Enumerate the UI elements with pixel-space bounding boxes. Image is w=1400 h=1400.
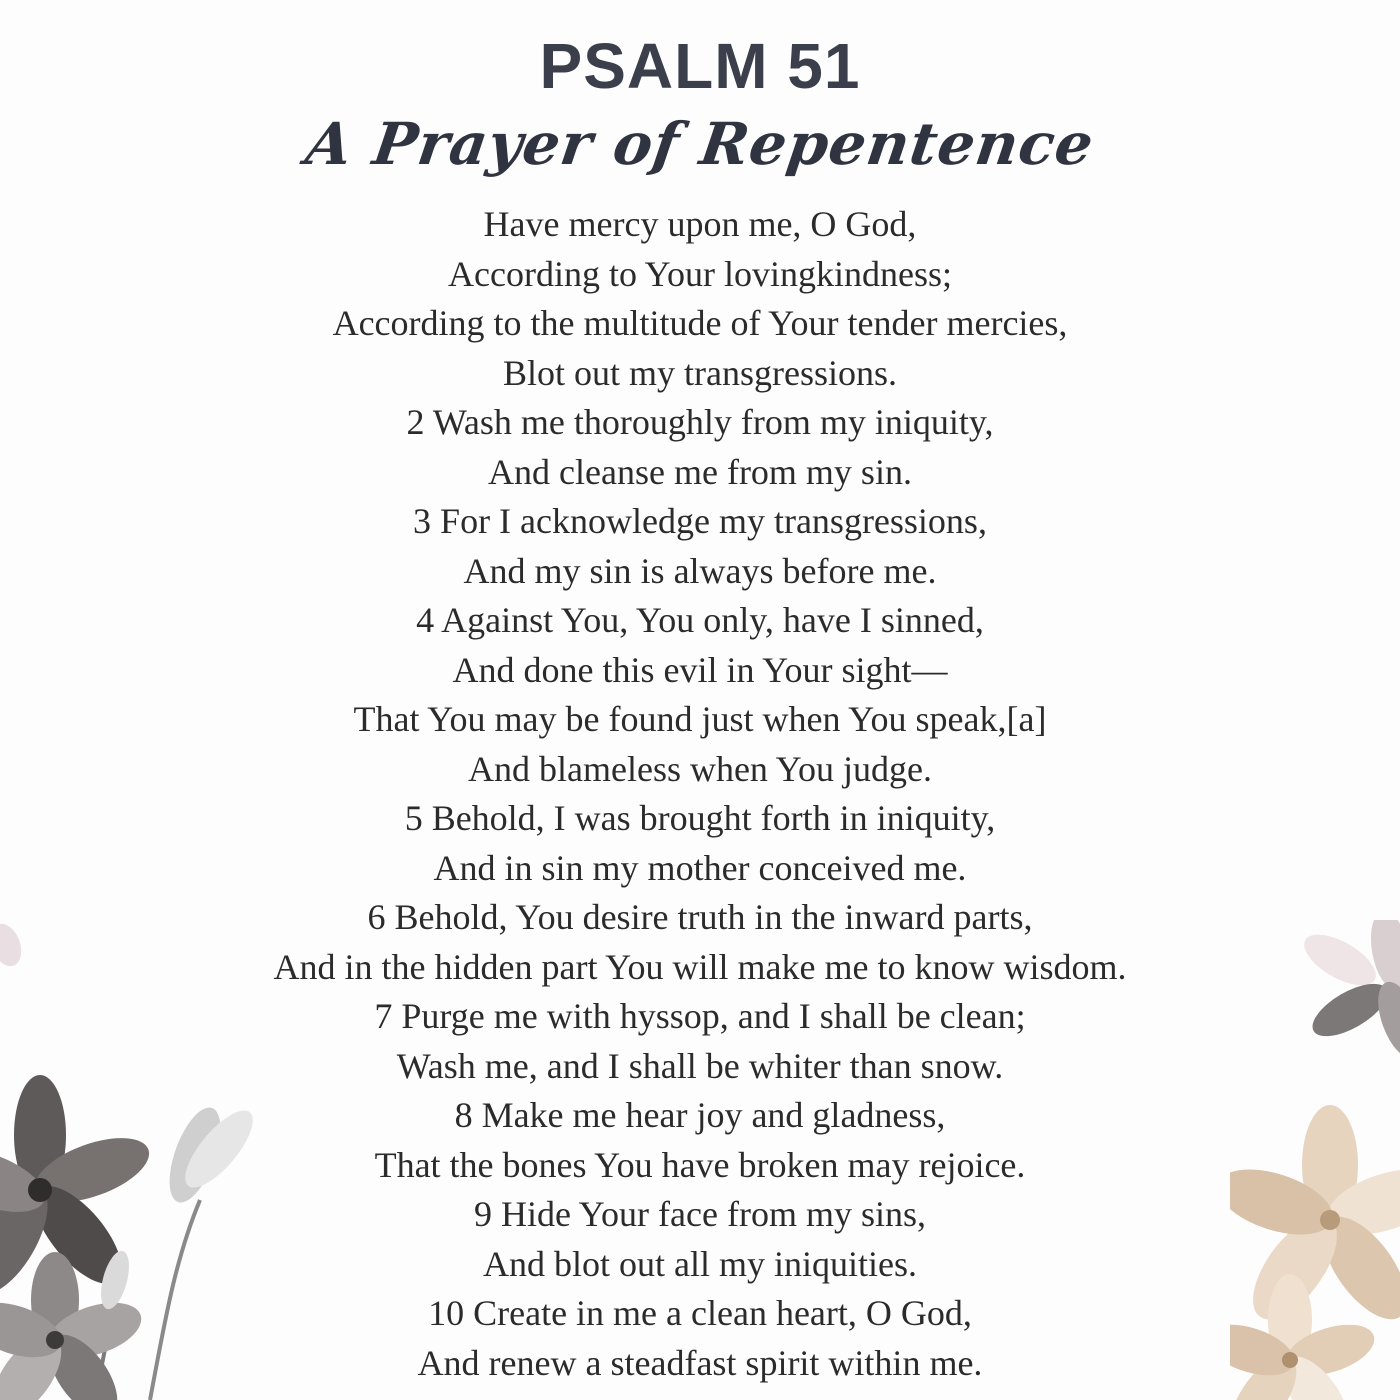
- verse-line: 8 Make me hear joy and gladness,: [454, 1095, 946, 1135]
- verse-line: And in sin my mother conceived me.: [433, 847, 967, 888]
- verse-line: Have mercy upon me, O God,: [483, 204, 917, 244]
- verse-line: 2 Wash me thoroughly from my iniquity,: [406, 402, 994, 442]
- verse-line: 4 Against You, You only, have I sinned,: [416, 600, 984, 640]
- verse-line: According to the multitude of Your tender mercies,: [332, 303, 1068, 343]
- verse-line: 5 Behold, I was brought forth in iniquity,: [404, 798, 996, 838]
- verse-line: And cleanse me from my sin.: [488, 451, 912, 492]
- page-title: PSALM 51: [539, 30, 861, 102]
- page-subtitle: A Prayer of Repentence: [301, 110, 1099, 178]
- verse-line: 7 Purge me with hyssop, and I shall be clean;: [374, 996, 1026, 1036]
- verse-line: That You may be found just when You speak,[a]: [353, 699, 1047, 739]
- verse-line: And blot out all my iniquities.: [483, 1243, 917, 1284]
- verse-line: And done this evil in Your sight—: [452, 649, 948, 690]
- verse-line: According to Your lovingkindness;: [448, 253, 952, 294]
- verse-line: And in the hidden part You will make me to know wisdom.: [273, 946, 1127, 987]
- verse-line: Wash me, and I shall be whiter than snow.: [396, 1045, 1004, 1086]
- verse-line: 6 Behold, You desire truth in the inward parts,: [367, 897, 1033, 937]
- verse-line: And my sin is always before me.: [463, 550, 937, 591]
- verse-line: 10 Create in me a clean heart, O God,: [428, 1293, 972, 1333]
- verse-line: And blameless when You judge.: [468, 748, 932, 789]
- verse-line: Blot out my transgressions.: [503, 352, 897, 393]
- verse-list: [0, 200, 1400, 1388]
- verse-line: 3 For I acknowledge my transgressions,: [413, 501, 987, 541]
- verse-line: That the bones You have broken may rejoice.: [374, 1144, 1026, 1185]
- verse-line: And renew a steadfast spirit within me.: [417, 1342, 983, 1383]
- verse-line: 9 Hide Your face from my sins,: [474, 1194, 926, 1234]
